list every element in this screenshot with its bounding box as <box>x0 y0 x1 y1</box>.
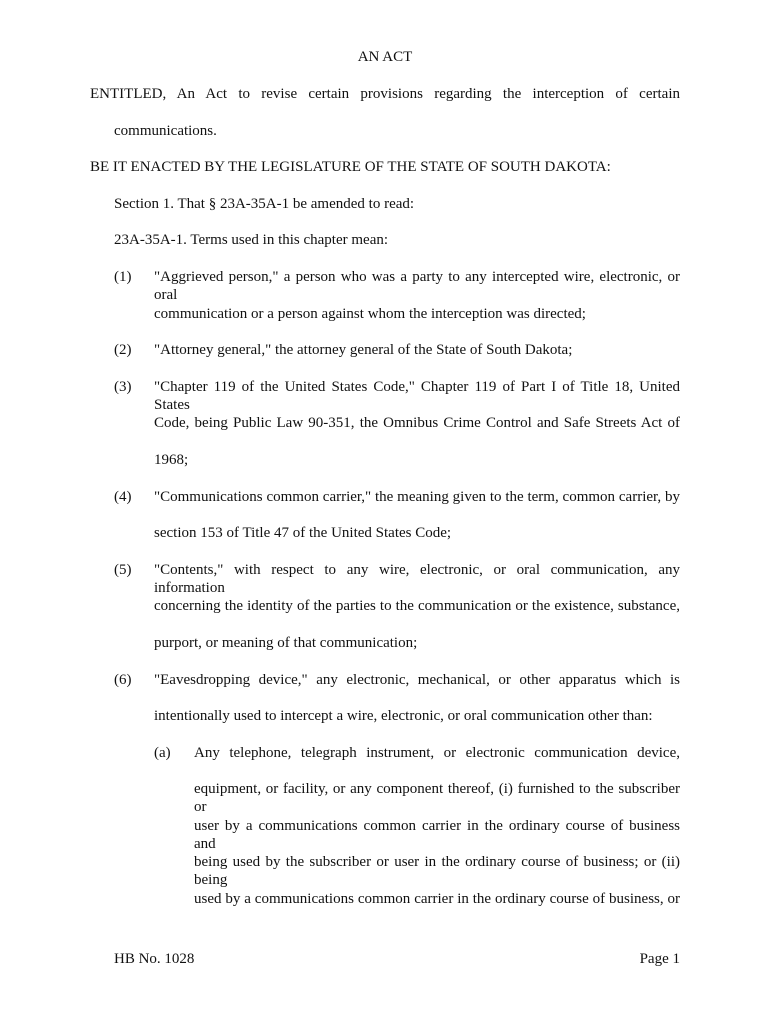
definition-number: (5) <box>114 562 132 578</box>
definition-line: "Aggrieved person," a person who was a party to any intercepted wire, electronic, or oral <box>154 269 680 303</box>
definition-line: intentionally used to intercept a wire, electronic, or oral communication other than: <box>154 708 653 724</box>
definition-line: "Chapter 119 of the United States Code," Chapter 119 of Part I of Title 18, United States <box>154 379 680 413</box>
definition-number: (6) <box>114 672 132 688</box>
subdefinition-line: used by a communications common carrier in the ordinary course of business, or <box>194 891 680 907</box>
bill-number: HB No. 1028 <box>114 951 195 967</box>
definition-line: "Attorney general," the attorney general of the State of South Dakota; <box>154 342 573 358</box>
definition-line: "Communications common carrier," the meaning given to the term, common carrier, by <box>154 489 680 505</box>
definition-line: section 153 of Title 47 of the United States Code; <box>154 525 452 541</box>
subdefinition-line: Any telephone, telegraph instrument, or electronic communication device, <box>194 745 680 761</box>
definition-number: (1) <box>114 269 132 285</box>
definition-line: purport, or meaning of that communication; <box>154 635 418 651</box>
definition-line: Code, being Public Law 90-351, the Omnibus Crime Control and Safe Streets Act of <box>154 415 680 431</box>
subdefinition-line: equipment, or facility, or any component thereof, (i) furnished to the subscriber or <box>194 781 680 815</box>
subdefinition-line: being used by the subscriber or user in the ordinary course of business; or (ii) being <box>194 854 680 888</box>
section-intro: Section 1. That § 23A-35A-1 be amended to read: <box>114 196 415 212</box>
entitled-line-2: communications. <box>114 123 217 139</box>
definition-intro: 23A-35A-1. Terms used in this chapter mean: <box>114 232 389 248</box>
subdefinition-letter: (a) <box>154 745 171 761</box>
document-title: AN ACT <box>357 49 413 65</box>
definition-line: communication or a person against whom the interception was directed; <box>154 306 586 322</box>
definition-number: (2) <box>114 342 132 358</box>
definition-number: (3) <box>114 379 132 395</box>
definition-line: "Eavesdropping device," any electronic, mechanical, or other apparatus which is <box>154 672 680 688</box>
definition-line: 1968; <box>154 452 189 468</box>
definition-line: concerning the identity of the parties to the communication or the existence, substance, <box>154 598 680 614</box>
definition-number: (4) <box>114 489 132 505</box>
page-number: Page 1 <box>639 951 680 967</box>
subdefinition-line: user by a communications common carrier in the ordinary course of business and <box>194 818 680 852</box>
entitled-line-1: ENTITLED, An Act to revise certain provisions regarding the interception of certain <box>90 86 680 102</box>
enacting-clause: BE IT ENACTED BY THE LEGISLATURE OF THE STATE OF SOUTH DAKOTA: <box>90 159 611 175</box>
definition-line: "Contents," with respect to any wire, electronic, or oral communication, any information <box>154 562 680 596</box>
